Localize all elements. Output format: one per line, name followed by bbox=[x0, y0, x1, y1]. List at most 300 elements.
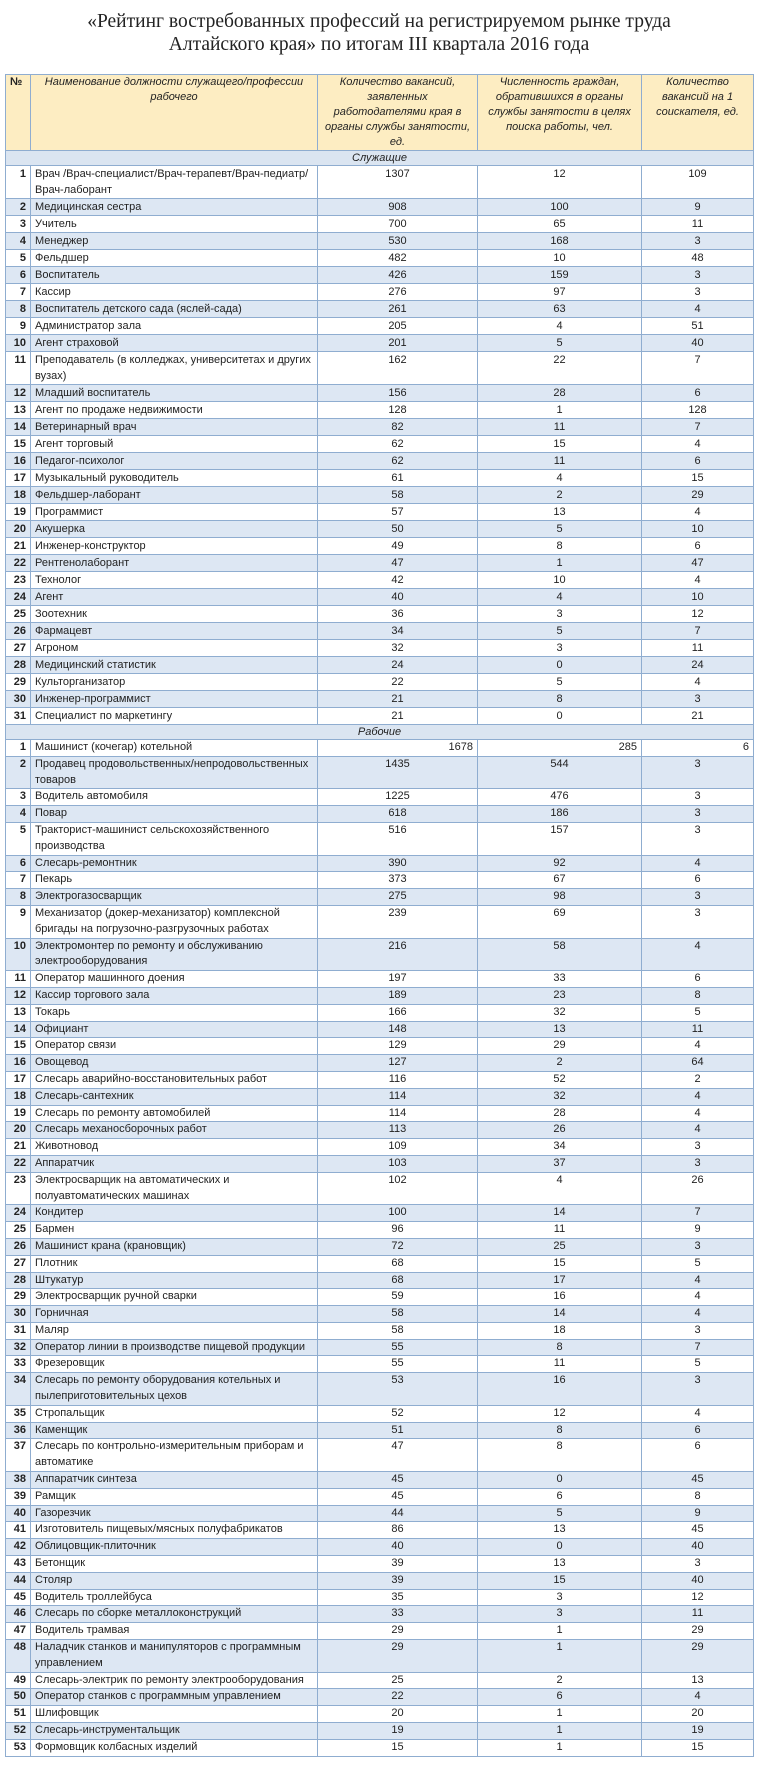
vacancies-count: 57 bbox=[318, 504, 478, 521]
vacancies-per-applicant: 2 bbox=[642, 1071, 754, 1088]
vacancies-count: 39 bbox=[318, 1556, 478, 1573]
row-number: 17 bbox=[6, 470, 31, 487]
profession-name: Шлифовщик bbox=[31, 1706, 318, 1723]
row-number: 29 bbox=[6, 1289, 31, 1306]
table-row bbox=[6, 756, 754, 789]
table-row bbox=[6, 504, 754, 521]
vacancies-per-applicant: 11 bbox=[642, 1606, 754, 1623]
citizens-count: 15 bbox=[478, 1572, 642, 1589]
row-number: 16 bbox=[6, 1055, 31, 1072]
row-number: 12 bbox=[6, 385, 31, 402]
vacancies-per-applicant: 3 bbox=[642, 822, 754, 855]
profession-name: Газорезчик bbox=[31, 1505, 318, 1522]
vacancies-count: 53 bbox=[318, 1373, 478, 1406]
vacancies-count: 61 bbox=[318, 470, 478, 487]
vacancies-count: 261 bbox=[318, 301, 478, 318]
table-row bbox=[6, 589, 754, 606]
table-row bbox=[6, 216, 754, 233]
profession-name: Токарь bbox=[31, 1004, 318, 1021]
profession-name: Животновод bbox=[31, 1139, 318, 1156]
vacancies-count: 618 bbox=[318, 806, 478, 823]
vacancies-per-applicant: 64 bbox=[642, 1055, 754, 1072]
profession-name: Оператор машинного доения bbox=[31, 971, 318, 988]
vacancies-per-applicant: 40 bbox=[642, 1539, 754, 1556]
vacancies-count: 49 bbox=[318, 538, 478, 555]
vacancies-per-applicant: 4 bbox=[642, 1289, 754, 1306]
citizens-count: 4 bbox=[478, 470, 642, 487]
vacancies-per-applicant: 21 bbox=[642, 708, 754, 725]
vacancies-per-applicant: 29 bbox=[642, 487, 754, 504]
table-row bbox=[6, 1405, 754, 1422]
citizens-count: 69 bbox=[478, 905, 642, 938]
vacancies-per-applicant: 4 bbox=[642, 1105, 754, 1122]
row-number: 30 bbox=[6, 691, 31, 708]
profession-name: Слесарь по ремонту оборудования котельных и пылеприготовительных цехов bbox=[31, 1373, 318, 1406]
profession-name: Фельдшер-лаборант bbox=[31, 487, 318, 504]
vacancies-count: 58 bbox=[318, 1306, 478, 1323]
vacancies-count: 24 bbox=[318, 657, 478, 674]
vacancies-count: 156 bbox=[318, 385, 478, 402]
table-row bbox=[6, 1739, 754, 1756]
vacancies-per-applicant: 6 bbox=[642, 538, 754, 555]
vacancies-per-applicant: 40 bbox=[642, 335, 754, 352]
citizens-count: 97 bbox=[478, 284, 642, 301]
table-row bbox=[6, 1172, 754, 1205]
vacancies-per-applicant: 4 bbox=[642, 1689, 754, 1706]
row-number: 2 bbox=[6, 756, 31, 789]
table-header-row bbox=[6, 75, 754, 151]
table-row bbox=[6, 538, 754, 555]
vacancies-count: 32 bbox=[318, 640, 478, 657]
citizens-count: 4 bbox=[478, 318, 642, 335]
citizens-count: 1 bbox=[478, 1706, 642, 1723]
vacancies-per-applicant: 45 bbox=[642, 1472, 754, 1489]
vacancies-per-applicant: 4 bbox=[642, 1122, 754, 1139]
citizens-count: 65 bbox=[478, 216, 642, 233]
profession-name: Слесарь-ремонтник bbox=[31, 855, 318, 872]
vacancies-per-applicant: 4 bbox=[642, 504, 754, 521]
profession-name: Официант bbox=[31, 1021, 318, 1038]
table-row bbox=[6, 572, 754, 589]
row-number: 23 bbox=[6, 1172, 31, 1205]
citizens-count: 37 bbox=[478, 1155, 642, 1172]
citizens-count: 28 bbox=[478, 1105, 642, 1122]
profession-name: Электромонтер по ремонту и обслуживанию электрооборудования bbox=[31, 938, 318, 971]
vacancies-per-applicant: 11 bbox=[642, 216, 754, 233]
row-number: 53 bbox=[6, 1739, 31, 1756]
vacancies-count: 276 bbox=[318, 284, 478, 301]
vacancies-count: 116 bbox=[318, 1071, 478, 1088]
citizens-count: 11 bbox=[478, 453, 642, 470]
vacancies-count: 148 bbox=[318, 1021, 478, 1038]
citizens-count: 4 bbox=[478, 589, 642, 606]
row-number: 19 bbox=[6, 1105, 31, 1122]
row-number: 20 bbox=[6, 1122, 31, 1139]
vacancies-per-applicant: 109 bbox=[642, 166, 754, 199]
row-number: 27 bbox=[6, 640, 31, 657]
vacancies-count: 205 bbox=[318, 318, 478, 335]
profession-name: Технолог bbox=[31, 572, 318, 589]
citizens-count: 3 bbox=[478, 606, 642, 623]
vacancies-count: 36 bbox=[318, 606, 478, 623]
citizens-count: 5 bbox=[478, 623, 642, 640]
table-row bbox=[6, 1439, 754, 1472]
citizens-count: 11 bbox=[478, 1222, 642, 1239]
row-number: 25 bbox=[6, 1222, 31, 1239]
vacancies-count: 29 bbox=[318, 1623, 478, 1640]
section-title: Рабочие bbox=[6, 725, 754, 740]
profession-name: Преподаватель (в колледжах, университетах и других вузах) bbox=[31, 352, 318, 385]
profession-name: Плотник bbox=[31, 1255, 318, 1272]
table-row bbox=[6, 199, 754, 216]
row-number: 11 bbox=[6, 352, 31, 385]
vacancies-per-applicant: 4 bbox=[642, 1306, 754, 1323]
table-row bbox=[6, 822, 754, 855]
row-number: 5 bbox=[6, 822, 31, 855]
citizens-count: 58 bbox=[478, 938, 642, 971]
profession-name: Специалист по маркетингу bbox=[31, 708, 318, 725]
section-header-employees bbox=[6, 151, 754, 166]
vacancies-count: 58 bbox=[318, 487, 478, 504]
vacancies-count: 35 bbox=[318, 1589, 478, 1606]
vacancies-per-applicant: 6 bbox=[642, 740, 754, 757]
row-number: 9 bbox=[6, 318, 31, 335]
vacancies-count: 86 bbox=[318, 1522, 478, 1539]
table-row bbox=[6, 905, 754, 938]
row-number: 4 bbox=[6, 806, 31, 823]
table-row bbox=[6, 889, 754, 906]
vacancies-per-applicant: 6 bbox=[642, 453, 754, 470]
vacancies-count: 55 bbox=[318, 1339, 478, 1356]
table-row bbox=[6, 1623, 754, 1640]
vacancies-per-applicant: 3 bbox=[642, 889, 754, 906]
vacancies-count: 189 bbox=[318, 987, 478, 1004]
vacancies-count: 166 bbox=[318, 1004, 478, 1021]
vacancies-count: 128 bbox=[318, 402, 478, 419]
vacancies-count: 22 bbox=[318, 674, 478, 691]
table-row bbox=[6, 1505, 754, 1522]
vacancies-per-applicant: 7 bbox=[642, 352, 754, 385]
profession-name: Воспитатель bbox=[31, 267, 318, 284]
table-row bbox=[6, 284, 754, 301]
profession-name: Механизатор (докер-механизатор) комплексной бригады на погрузочно-разгрузочных работах bbox=[31, 905, 318, 938]
table-row bbox=[6, 1272, 754, 1289]
citizens-count: 25 bbox=[478, 1238, 642, 1255]
header-vacancies: Количество вакансий, заявленных работодателями края в органы службы занятости, ед. bbox=[318, 75, 478, 151]
profession-name: Оператор станков с программным управлением bbox=[31, 1689, 318, 1706]
vacancies-per-applicant: 45 bbox=[642, 1522, 754, 1539]
citizens-count: 3 bbox=[478, 1589, 642, 1606]
row-number: 31 bbox=[6, 1322, 31, 1339]
citizens-count: 476 bbox=[478, 789, 642, 806]
table-row bbox=[6, 1339, 754, 1356]
citizens-count: 1 bbox=[478, 1640, 642, 1673]
profession-name: Младший воспитатель bbox=[31, 385, 318, 402]
vacancies-count: 72 bbox=[318, 1238, 478, 1255]
citizens-count: 285 bbox=[478, 740, 642, 757]
vacancies-per-applicant: 9 bbox=[642, 1505, 754, 1522]
table-row bbox=[6, 872, 754, 889]
table-row bbox=[6, 436, 754, 453]
citizens-count: 8 bbox=[478, 1339, 642, 1356]
row-number: 21 bbox=[6, 538, 31, 555]
vacancies-count: 33 bbox=[318, 1606, 478, 1623]
vacancies-count: 216 bbox=[318, 938, 478, 971]
vacancies-per-applicant: 6 bbox=[642, 1439, 754, 1472]
title-line-2: Алтайского края» по итогам III квартала 2016 года bbox=[168, 34, 590, 55]
row-number: 30 bbox=[6, 1306, 31, 1323]
profession-name: Тракторист-машинист сельскохозяйственного производства bbox=[31, 822, 318, 855]
vacancies-per-applicant: 3 bbox=[642, 1155, 754, 1172]
row-number: 21 bbox=[6, 1139, 31, 1156]
row-number: 42 bbox=[6, 1539, 31, 1556]
profession-name: Изготовитель пищевых/мясных полуфабрикатов bbox=[31, 1522, 318, 1539]
row-number: 43 bbox=[6, 1556, 31, 1573]
vacancies-count: 47 bbox=[318, 1439, 478, 1472]
citizens-count: 186 bbox=[478, 806, 642, 823]
table-row bbox=[6, 1238, 754, 1255]
table-row bbox=[6, 1205, 754, 1222]
citizens-count: 14 bbox=[478, 1205, 642, 1222]
profession-name: Электросварщик на автоматических и полуавтоматических машинах bbox=[31, 1172, 318, 1205]
row-number: 27 bbox=[6, 1255, 31, 1272]
profession-name: Наладчик станков и манипуляторов с программным управлением bbox=[31, 1640, 318, 1673]
vacancies-per-applicant: 5 bbox=[642, 1004, 754, 1021]
profession-name: Овощевод bbox=[31, 1055, 318, 1072]
profession-name: Агроном bbox=[31, 640, 318, 657]
citizens-count: 6 bbox=[478, 1689, 642, 1706]
profession-name: Слесарь по контрольно-измерительным приборам и автоматике bbox=[31, 1439, 318, 1472]
row-number: 24 bbox=[6, 589, 31, 606]
vacancies-per-applicant: 4 bbox=[642, 674, 754, 691]
vacancies-per-applicant: 29 bbox=[642, 1640, 754, 1673]
profession-name: Повар bbox=[31, 806, 318, 823]
profession-name: Слесарь-электрик по ремонту электрооборудования bbox=[31, 1672, 318, 1689]
table-row bbox=[6, 1004, 754, 1021]
vacancies-per-applicant: 8 bbox=[642, 987, 754, 1004]
vacancies-count: 39 bbox=[318, 1572, 478, 1589]
row-number: 1 bbox=[6, 740, 31, 757]
table-row bbox=[6, 1122, 754, 1139]
profession-name: Воспитатель детского сада (яслей-сада) bbox=[31, 301, 318, 318]
title-line-1: «Рейтинг востребованных профессий на регистрируемом рынке труда bbox=[87, 11, 671, 32]
profession-name: Аппаратчик синтеза bbox=[31, 1472, 318, 1489]
vacancies-count: 426 bbox=[318, 267, 478, 284]
row-number: 3 bbox=[6, 216, 31, 233]
row-number: 32 bbox=[6, 1339, 31, 1356]
row-number: 25 bbox=[6, 606, 31, 623]
row-number: 17 bbox=[6, 1071, 31, 1088]
vacancies-per-applicant: 11 bbox=[642, 1021, 754, 1038]
vacancies-count: 530 bbox=[318, 233, 478, 250]
vacancies-per-applicant: 26 bbox=[642, 1172, 754, 1205]
vacancies-per-applicant: 6 bbox=[642, 1422, 754, 1439]
profession-name: Фрезеровщик bbox=[31, 1356, 318, 1373]
table-row bbox=[6, 318, 754, 335]
vacancies-per-applicant: 9 bbox=[642, 199, 754, 216]
header-num: № bbox=[6, 75, 31, 151]
citizens-count: 8 bbox=[478, 538, 642, 555]
vacancies-per-applicant: 3 bbox=[642, 905, 754, 938]
table-row bbox=[6, 657, 754, 674]
vacancies-count: 162 bbox=[318, 352, 478, 385]
profession-name: Слесарь аварийно-восстановительных работ bbox=[31, 1071, 318, 1088]
row-number: 46 bbox=[6, 1606, 31, 1623]
row-number: 26 bbox=[6, 1238, 31, 1255]
vacancies-count: 1307 bbox=[318, 166, 478, 199]
vacancies-per-applicant: 4 bbox=[642, 1038, 754, 1055]
row-number: 15 bbox=[6, 436, 31, 453]
table-row bbox=[6, 1105, 754, 1122]
vacancies-per-applicant: 7 bbox=[642, 1205, 754, 1222]
vacancies-count: 102 bbox=[318, 1172, 478, 1205]
citizens-count: 2 bbox=[478, 487, 642, 504]
row-number: 4 bbox=[6, 233, 31, 250]
vacancies-count: 908 bbox=[318, 199, 478, 216]
vacancies-count: 62 bbox=[318, 436, 478, 453]
profession-name: Слесарь-сантехник bbox=[31, 1088, 318, 1105]
vacancies-count: 47 bbox=[318, 555, 478, 572]
table-row bbox=[6, 1055, 754, 1072]
citizens-count: 26 bbox=[478, 1122, 642, 1139]
document-title bbox=[0, 10, 758, 56]
table-row bbox=[6, 419, 754, 436]
vacancies-per-applicant: 3 bbox=[642, 691, 754, 708]
row-number: 37 bbox=[6, 1439, 31, 1472]
table-row bbox=[6, 335, 754, 352]
vacancies-count: 44 bbox=[318, 1505, 478, 1522]
vacancies-per-applicant: 3 bbox=[642, 806, 754, 823]
row-number: 12 bbox=[6, 987, 31, 1004]
row-number: 7 bbox=[6, 872, 31, 889]
table-row bbox=[6, 1640, 754, 1673]
table-row bbox=[6, 855, 754, 872]
vacancies-count: 62 bbox=[318, 453, 478, 470]
profession-name: Рентгенолаборант bbox=[31, 555, 318, 572]
vacancies-count: 29 bbox=[318, 1640, 478, 1673]
profession-name: Электросварщик ручной сварки bbox=[31, 1289, 318, 1306]
vacancies-count: 19 bbox=[318, 1723, 478, 1740]
vacancies-per-applicant: 48 bbox=[642, 250, 754, 267]
vacancies-count: 68 bbox=[318, 1272, 478, 1289]
citizens-count: 52 bbox=[478, 1071, 642, 1088]
profession-name: Учитель bbox=[31, 216, 318, 233]
table-row bbox=[6, 1572, 754, 1589]
profession-name: Бармен bbox=[31, 1222, 318, 1239]
citizens-count: 12 bbox=[478, 1405, 642, 1422]
table-row bbox=[6, 1488, 754, 1505]
row-number: 45 bbox=[6, 1589, 31, 1606]
vacancies-per-applicant: 13 bbox=[642, 1672, 754, 1689]
profession-name: Культорганизатор bbox=[31, 674, 318, 691]
vacancies-per-applicant: 3 bbox=[642, 1238, 754, 1255]
vacancies-per-applicant: 3 bbox=[642, 1373, 754, 1406]
vacancies-count: 1435 bbox=[318, 756, 478, 789]
profession-name: Продавец продовольственных/непродовольственных товаров bbox=[31, 756, 318, 789]
citizens-count: 4 bbox=[478, 1172, 642, 1205]
table-row bbox=[6, 1139, 754, 1156]
header-name: Наименование должности служащего/профессии рабочего bbox=[31, 75, 318, 151]
row-number: 35 bbox=[6, 1405, 31, 1422]
citizens-count: 168 bbox=[478, 233, 642, 250]
table-row bbox=[6, 1672, 754, 1689]
vacancies-per-applicant: 8 bbox=[642, 1488, 754, 1505]
vacancies-per-applicant: 3 bbox=[642, 1139, 754, 1156]
profession-name: Врач /Врач-специалист/Врач-терапевт/Врач-педиатр/Врач-лаборант bbox=[31, 166, 318, 199]
citizens-count: 67 bbox=[478, 872, 642, 889]
row-number: 28 bbox=[6, 657, 31, 674]
vacancies-count: 45 bbox=[318, 1488, 478, 1505]
citizens-count: 5 bbox=[478, 521, 642, 538]
row-number: 49 bbox=[6, 1672, 31, 1689]
citizens-count: 32 bbox=[478, 1088, 642, 1105]
row-number: 14 bbox=[6, 419, 31, 436]
table-row bbox=[6, 233, 754, 250]
profession-name: Водитель троллейбуса bbox=[31, 1589, 318, 1606]
profession-name: Инженер-программист bbox=[31, 691, 318, 708]
row-number: 20 bbox=[6, 521, 31, 538]
vacancies-per-applicant: 4 bbox=[642, 1405, 754, 1422]
vacancies-per-applicant: 3 bbox=[642, 756, 754, 789]
citizens-count: 13 bbox=[478, 1522, 642, 1539]
citizens-count: 34 bbox=[478, 1139, 642, 1156]
table-row bbox=[6, 453, 754, 470]
row-number: 44 bbox=[6, 1572, 31, 1589]
citizens-count: 0 bbox=[478, 657, 642, 674]
profession-name: Менеджер bbox=[31, 233, 318, 250]
profession-name: Формовщик колбасных изделий bbox=[31, 1739, 318, 1756]
profession-name: Кассир торгового зала bbox=[31, 987, 318, 1004]
row-number: 47 bbox=[6, 1623, 31, 1640]
vacancies-per-applicant: 12 bbox=[642, 1589, 754, 1606]
profession-name: Кондитер bbox=[31, 1205, 318, 1222]
profession-name: Стропальщик bbox=[31, 1405, 318, 1422]
citizens-count: 6 bbox=[478, 1488, 642, 1505]
row-number: 14 bbox=[6, 1021, 31, 1038]
table-row bbox=[6, 1539, 754, 1556]
table-row bbox=[6, 691, 754, 708]
profession-name: Машинист (кочегар) котельной bbox=[31, 740, 318, 757]
table-row bbox=[6, 267, 754, 284]
profession-name: Штукатур bbox=[31, 1272, 318, 1289]
vacancies-per-applicant: 3 bbox=[642, 1322, 754, 1339]
profession-name: Администратор зала bbox=[31, 318, 318, 335]
row-number: 6 bbox=[6, 267, 31, 284]
row-number: 51 bbox=[6, 1706, 31, 1723]
row-number: 6 bbox=[6, 855, 31, 872]
table-row bbox=[6, 708, 754, 725]
table-row bbox=[6, 385, 754, 402]
vacancies-count: 390 bbox=[318, 855, 478, 872]
vacancies-per-applicant: 5 bbox=[642, 1255, 754, 1272]
table-row bbox=[6, 1071, 754, 1088]
row-number: 52 bbox=[6, 1723, 31, 1740]
citizens-count: 8 bbox=[478, 1439, 642, 1472]
profession-name: Инженер-конструктор bbox=[31, 538, 318, 555]
citizens-count: 17 bbox=[478, 1272, 642, 1289]
vacancies-per-applicant: 4 bbox=[642, 1272, 754, 1289]
vacancies-count: 22 bbox=[318, 1689, 478, 1706]
vacancies-count: 100 bbox=[318, 1205, 478, 1222]
vacancies-count: 58 bbox=[318, 1322, 478, 1339]
profession-name: Маляр bbox=[31, 1322, 318, 1339]
row-number: 8 bbox=[6, 889, 31, 906]
vacancies-count: 197 bbox=[318, 971, 478, 988]
profession-name: Рамщик bbox=[31, 1488, 318, 1505]
row-number: 18 bbox=[6, 487, 31, 504]
profession-name: Слесарь-инструментальщик bbox=[31, 1723, 318, 1740]
row-number: 1 bbox=[6, 166, 31, 199]
